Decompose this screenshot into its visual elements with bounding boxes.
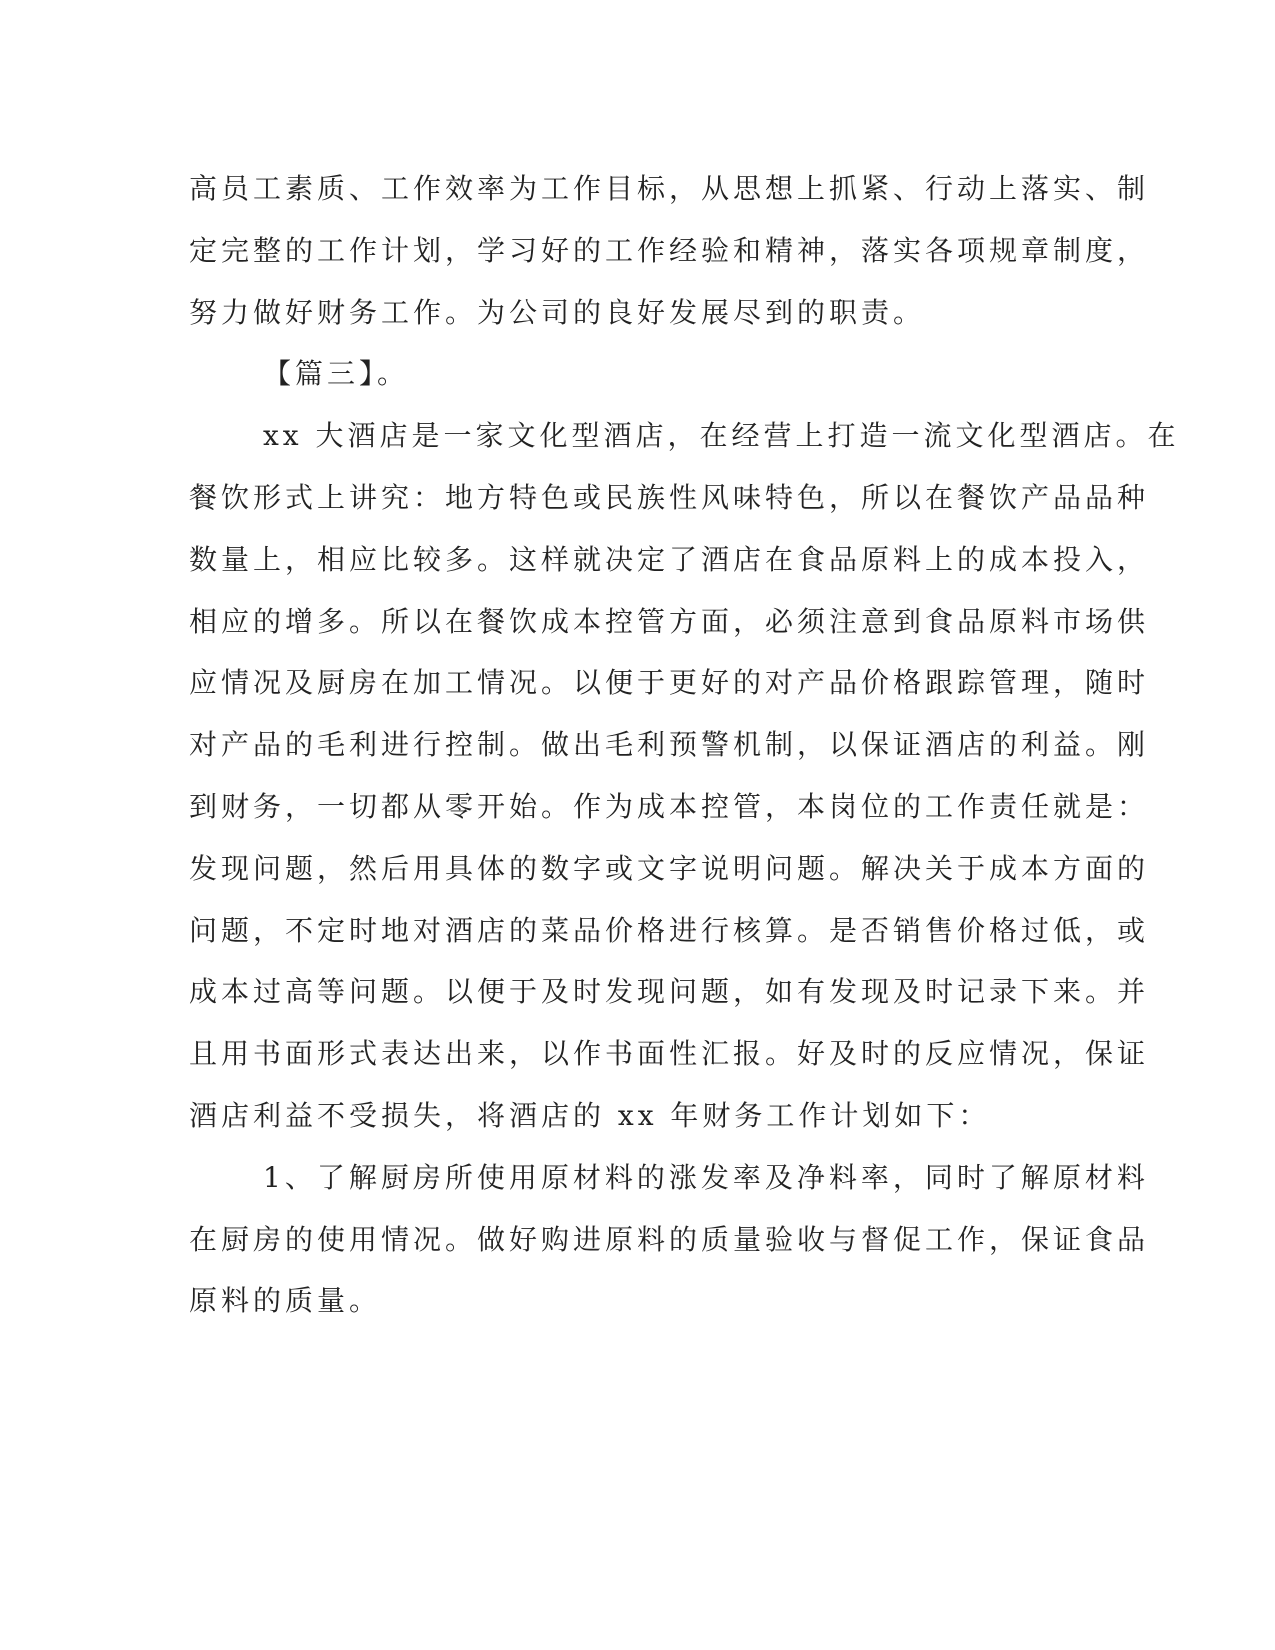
paragraph-intro <box>189 158 1150 343</box>
text-line: 到财务，一切都从零开始。作为成本控管，本岗位的工作责任就是： <box>189 789 1150 823</box>
paragraph-main <box>189 405 1180 1147</box>
text-line: 对产品的毛利进行控制。做出毛利预警机制，以保证酒店的利益。刚 <box>189 728 1150 762</box>
text-line: 且用书面形式表达出来，以作书面性汇报。好及时的反应情况，保证 <box>189 1037 1150 1071</box>
text-line: 酒店利益不受损失，将酒店的 xx 年财务工作计划如下： <box>189 1098 991 1132</box>
text-line: 应情况及厨房在加工情况。以便于更好的对产品价格跟踪管理，随时 <box>189 666 1150 700</box>
paragraph-item-1 <box>189 1147 1150 1332</box>
text-line: 问题，不定时地对酒店的菜品价格进行核算。是否销售价格过低，或 <box>189 913 1150 947</box>
section-heading-block <box>189 343 1089 405</box>
text-line: 发现问题，然后用具体的数字或文字说明问题。解决关于成本方面的 <box>189 851 1150 885</box>
text-line: xx 大酒店是一家文化型酒店，在经营上打造一流文化型酒店。在 <box>263 419 1180 453</box>
text-line: 在厨房的使用情况。做好购进原料的质量验收与督促工作，保证食品 <box>189 1222 1150 1256</box>
text-line: 餐饮形式上讲究：地方特色或民族性风味特色，所以在餐饮产品品种 <box>189 480 1150 514</box>
text-line: 1、了解厨房所使用原材料的涨发率及净料率，同时了解原材料 <box>263 1160 1149 1194</box>
text-line: 定完整的工作计划，学习好的工作经验和精神，落实各项规章制度， <box>189 233 1150 267</box>
text-line: 努力做好财务工作。为公司的良好发展尽到的职责。 <box>189 295 926 329</box>
text-line: 成本过高等问题。以便于及时发现问题，如有发现及时记录下来。并 <box>189 975 1150 1009</box>
section-heading: 【篇三】。 <box>263 357 410 391</box>
text-line: 相应的增多。所以在餐饮成本控管方面，必须注意到食品原料市场供 <box>189 604 1150 638</box>
text-line: 数量上，相应比较多。这样就决定了酒店在食品原料上的成本投入， <box>189 542 1150 576</box>
document-body <box>189 158 1180 1332</box>
text-line: 原料的质量。 <box>189 1284 382 1318</box>
text-line: 高员工素质、工作效率为工作目标，从思想上抓紧、行动上落实、制 <box>189 172 1150 205</box>
